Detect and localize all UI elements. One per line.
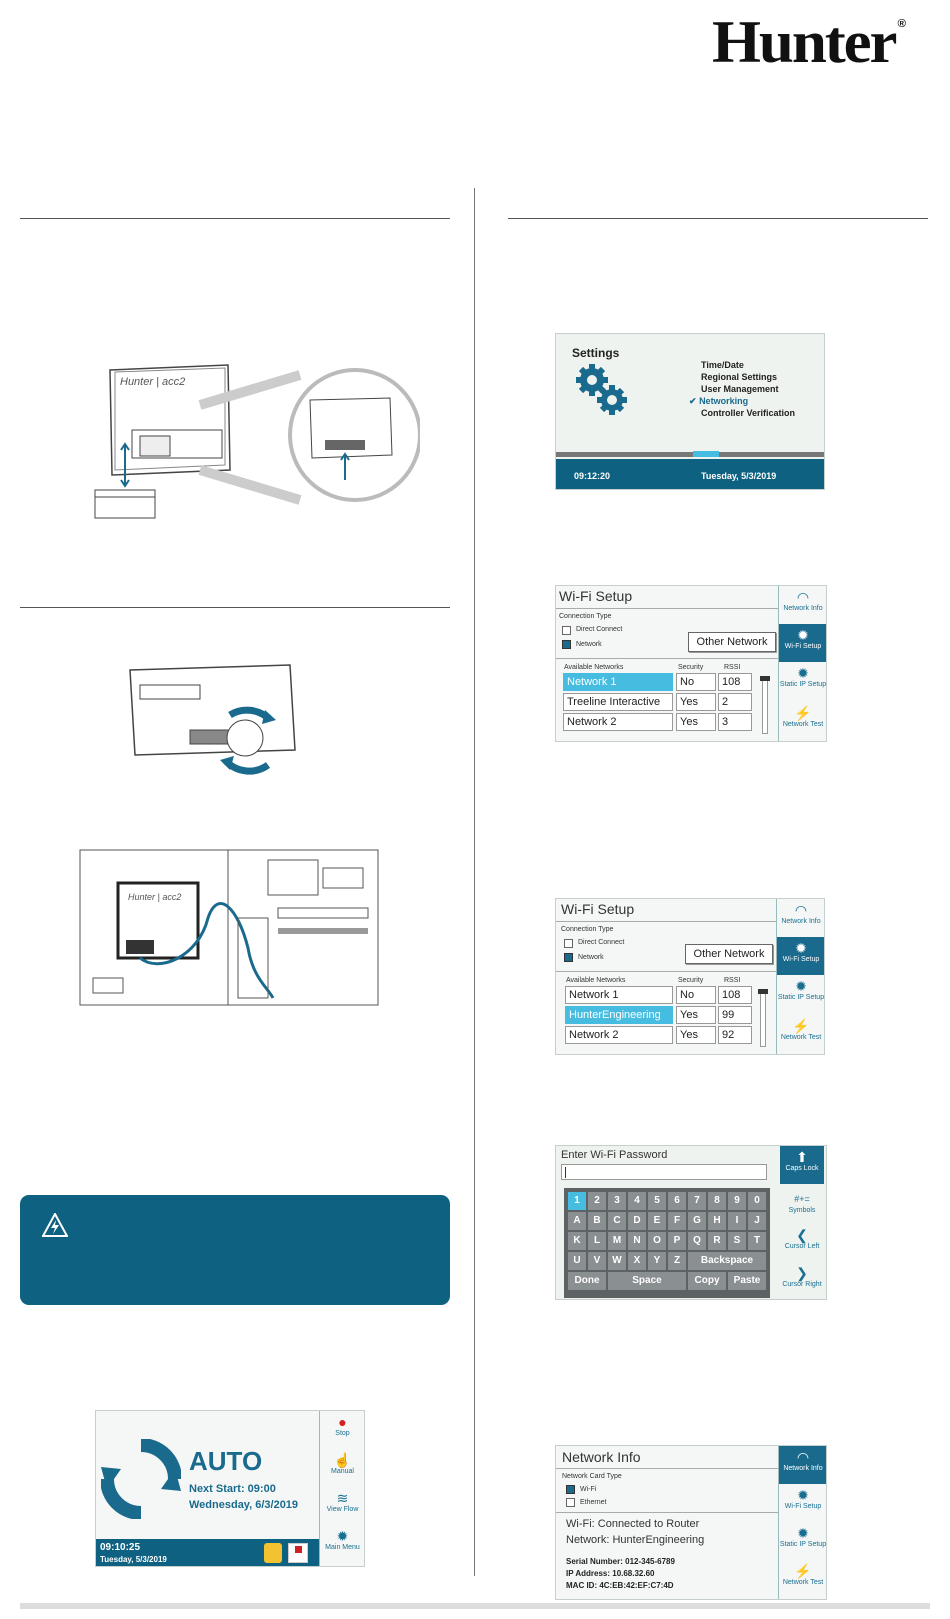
key[interactable]: 3 bbox=[608, 1192, 626, 1210]
network-row-security: Yes bbox=[676, 713, 716, 731]
done-key[interactable]: Done bbox=[568, 1272, 606, 1290]
wifi-icon: ◠ bbox=[796, 589, 810, 605]
scrollbar-thumb[interactable] bbox=[758, 989, 768, 994]
col-header-networks: Available Networks bbox=[566, 977, 626, 984]
nav-static-ip[interactable]: ✹ Static IP Setup bbox=[779, 1525, 827, 1548]
network-name: Network: HunterEngineering bbox=[566, 1534, 705, 1546]
chevron-left-icon: ❮ bbox=[796, 1227, 808, 1243]
wifi-checkbox[interactable] bbox=[566, 1485, 575, 1494]
nav-cursor-left[interactable]: ❮ Cursor Left bbox=[778, 1224, 826, 1262]
hand-icon: ☝ bbox=[333, 1452, 352, 1468]
chevron-right-icon: ❯ bbox=[796, 1265, 808, 1281]
wifi-label: Wi-Fi bbox=[580, 1486, 597, 1493]
key[interactable]: 6 bbox=[668, 1192, 686, 1210]
other-network-button[interactable]: Other Network bbox=[685, 944, 773, 964]
clock-date: Tuesday, 5/3/2019 bbox=[100, 1555, 167, 1564]
wifi-setup-screen-2 bbox=[555, 898, 825, 1055]
nav-network-info[interactable]: ◠ Network Info bbox=[779, 586, 827, 624]
screen-title: Network Info bbox=[562, 1449, 641, 1465]
network-row-name[interactable]: Network 2 bbox=[565, 1026, 673, 1044]
key[interactable]: P bbox=[668, 1232, 686, 1250]
key[interactable]: O bbox=[648, 1232, 666, 1250]
pulse-icon: ⚡ bbox=[794, 705, 812, 721]
lightning-warning-icon bbox=[42, 1213, 68, 1237]
symbols-icon: #+= bbox=[794, 1194, 810, 1204]
password-input[interactable] bbox=[561, 1164, 767, 1180]
network-nav bbox=[776, 899, 824, 1054]
nav-wifi-setup[interactable]: ✹ Wi-Fi Setup bbox=[777, 937, 825, 975]
direct-connect-label: Direct Connect bbox=[576, 626, 623, 633]
clock-date: Tuesday, 5/3/2019 bbox=[701, 471, 777, 481]
nav-network-info[interactable]: ◠ Network Info bbox=[779, 1446, 827, 1484]
check-icon: ✔ bbox=[689, 396, 697, 406]
next-date: Wednesday, 6/3/2019 bbox=[189, 1499, 299, 1511]
nav-symbols[interactable]: #+= Symbols bbox=[778, 1188, 826, 1224]
status-bar bbox=[96, 1539, 321, 1567]
key[interactable]: H bbox=[708, 1212, 726, 1230]
scrollbar[interactable] bbox=[760, 989, 766, 1047]
menu-item-regional[interactable]: Regional Settings bbox=[701, 372, 778, 382]
menu-item-controller-verification[interactable]: Controller Verification bbox=[701, 408, 796, 418]
main-nav bbox=[319, 1411, 364, 1566]
network-row-security: Yes bbox=[676, 693, 716, 711]
clock-time: 09:12:20 bbox=[574, 471, 611, 481]
key[interactable]: T bbox=[748, 1232, 766, 1250]
wifi-setup-screen-1 bbox=[555, 585, 827, 742]
gear-icon: ✹ bbox=[797, 1487, 809, 1503]
key[interactable]: 5 bbox=[648, 1192, 666, 1210]
nav-network-test[interactable]: ⚡ Network Test bbox=[777, 1015, 825, 1055]
keyboard-nav bbox=[778, 1146, 826, 1299]
svg-text:Hunter | acc2: Hunter | acc2 bbox=[128, 892, 182, 902]
key[interactable]: 1 bbox=[568, 1192, 586, 1210]
network-row-rssi: 108 bbox=[718, 673, 752, 691]
network-row-name[interactable]: HunterEngineering bbox=[565, 1006, 673, 1024]
section-divider bbox=[20, 607, 450, 608]
network-row-security: Yes bbox=[676, 1006, 716, 1024]
status-bar bbox=[556, 459, 825, 490]
gear-icon: ✹ bbox=[795, 940, 807, 956]
connection-type-label: Connection Type bbox=[559, 613, 612, 620]
key[interactable]: S bbox=[728, 1232, 746, 1250]
network-nav bbox=[778, 586, 826, 741]
key[interactable]: Z bbox=[668, 1252, 686, 1270]
card-type-label: Network Card Type bbox=[562, 1473, 622, 1480]
auto-screen bbox=[95, 1410, 365, 1567]
nav-wifi-setup[interactable]: ✹ Wi-Fi Setup bbox=[779, 624, 827, 662]
col-header-security: Security bbox=[678, 977, 704, 984]
key[interactable]: 7 bbox=[688, 1192, 706, 1210]
connection-status: Wi-Fi: Connected to Router bbox=[566, 1518, 700, 1530]
nav-stop[interactable]: ● Stop bbox=[320, 1411, 365, 1449]
direct-connect-checkbox[interactable] bbox=[564, 939, 573, 948]
space-key[interactable]: Space bbox=[608, 1272, 686, 1290]
settings-title: Settings bbox=[572, 346, 620, 360]
key[interactable]: 9 bbox=[728, 1192, 746, 1210]
col-header-security: Security bbox=[678, 664, 704, 671]
network-row-security: No bbox=[676, 986, 716, 1004]
key[interactable]: Q bbox=[688, 1232, 706, 1250]
key[interactable]: 8 bbox=[708, 1192, 726, 1210]
nav-network-test[interactable]: ⚡ Network Test bbox=[779, 1560, 827, 1600]
section-divider bbox=[508, 218, 928, 219]
ethernet-checkbox[interactable] bbox=[566, 1498, 575, 1507]
gear-icon: ✹ bbox=[797, 627, 809, 643]
other-network-button[interactable]: Other Network bbox=[688, 632, 776, 652]
key[interactable]: B bbox=[588, 1212, 606, 1230]
menu-item-networking[interactable]: ✔ Networking bbox=[689, 396, 749, 406]
gears-icon bbox=[574, 362, 629, 417]
network-checkbox[interactable] bbox=[562, 640, 571, 649]
screw-illustration bbox=[110, 660, 310, 790]
nav-manual[interactable]: ☝ Manual bbox=[320, 1449, 365, 1487]
screen-title: Wi-Fi Setup bbox=[561, 901, 635, 917]
network-label: Network bbox=[578, 954, 604, 961]
password-title: Enter Wi-Fi Password bbox=[561, 1149, 668, 1161]
scrollbar[interactable] bbox=[762, 676, 768, 734]
nav-caps-lock[interactable]: ⬆ Caps Lock bbox=[780, 1146, 824, 1184]
key[interactable]: F bbox=[668, 1212, 686, 1230]
auto-cycle-icon bbox=[101, 1439, 181, 1519]
key[interactable]: J bbox=[748, 1212, 766, 1230]
key[interactable]: G bbox=[688, 1212, 706, 1230]
col-header-networks: Available Networks bbox=[564, 664, 624, 671]
network-row-rssi: 92 bbox=[718, 1026, 752, 1044]
network-row-name[interactable]: Network 2 bbox=[563, 713, 673, 731]
ethernet-label: Ethernet bbox=[580, 1499, 607, 1506]
key[interactable]: Y bbox=[648, 1252, 666, 1270]
sensor-icon bbox=[288, 1543, 308, 1563]
wifi-icon: ◠ bbox=[796, 1449, 810, 1465]
network-checkbox[interactable] bbox=[564, 953, 573, 962]
section-divider bbox=[20, 218, 450, 219]
key[interactable]: I bbox=[728, 1212, 746, 1230]
network-nav bbox=[778, 1446, 826, 1599]
page-indicator bbox=[693, 451, 719, 457]
key[interactable]: M bbox=[608, 1232, 626, 1250]
controller-wiring-illustration bbox=[78, 848, 383, 1013]
key[interactable]: K bbox=[568, 1232, 586, 1250]
key[interactable]: E bbox=[648, 1212, 666, 1230]
nav-static-ip[interactable]: ✹ Static IP Setup bbox=[779, 665, 827, 688]
network-row-rssi: 99 bbox=[718, 1006, 752, 1024]
key[interactable]: W bbox=[608, 1252, 626, 1270]
key[interactable]: V bbox=[588, 1252, 606, 1270]
ip-address: IP Address: 10.68.32.60 bbox=[566, 1569, 655, 1578]
menu-item-user-management[interactable]: User Management bbox=[701, 384, 779, 394]
key[interactable]: C bbox=[608, 1212, 626, 1230]
keyboard bbox=[564, 1188, 770, 1298]
serial-number: Serial Number: 012-345-6789 bbox=[566, 1557, 675, 1566]
key[interactable]: 2 bbox=[588, 1192, 606, 1210]
mode-label: AUTO bbox=[189, 1446, 263, 1476]
nav-network-test[interactable]: ⚡ Network Test bbox=[779, 702, 827, 742]
network-info-screen bbox=[555, 1445, 827, 1600]
gear-icon: ✹ bbox=[797, 665, 809, 681]
column-divider bbox=[474, 188, 475, 1576]
key[interactable]: D bbox=[628, 1212, 646, 1230]
direct-connect-label: Direct Connect bbox=[578, 939, 625, 946]
network-row-rssi: 2 bbox=[718, 693, 752, 711]
network-row-rssi: 3 bbox=[718, 713, 752, 731]
mac-id: MAC ID: 4C:EB:42:EF:C7:4D bbox=[566, 1581, 674, 1590]
pulse-icon: ⚡ bbox=[792, 1018, 810, 1034]
network-row-security: Yes bbox=[676, 1026, 716, 1044]
network-row-name[interactable]: Treeline Interactive bbox=[563, 693, 673, 711]
copy-key[interactable]: Copy bbox=[688, 1272, 726, 1290]
nav-cursor-right[interactable]: ❯ Cursor Right bbox=[778, 1262, 826, 1300]
flow-icon: ≋ bbox=[336, 1490, 349, 1506]
key[interactable]: A bbox=[568, 1212, 586, 1230]
menu-item-time-date[interactable]: Time/Date bbox=[701, 360, 744, 370]
gear-icon: ✹ bbox=[336, 1528, 349, 1544]
password-screen bbox=[555, 1145, 827, 1300]
key[interactable]: U bbox=[568, 1252, 586, 1270]
arrow-up-icon: ⬆ bbox=[796, 1149, 808, 1165]
key[interactable]: R bbox=[708, 1232, 726, 1250]
network-row-name[interactable]: Network 1 bbox=[563, 673, 673, 691]
nav-wifi-setup[interactable]: ✹ Wi-Fi Setup bbox=[779, 1484, 827, 1522]
hunter-logo: Hunter ® bbox=[712, 9, 904, 75]
clock-time: 09:10:25 bbox=[100, 1542, 141, 1553]
footer-bar bbox=[20, 1603, 930, 1609]
svg-text:Hunter | acc2: Hunter | acc2 bbox=[120, 376, 186, 388]
key[interactable]: N bbox=[628, 1232, 646, 1250]
network-row-name[interactable]: Network 1 bbox=[565, 986, 673, 1004]
paste-key[interactable]: Paste bbox=[728, 1272, 766, 1290]
col-header-rssi: RSSI bbox=[724, 977, 741, 984]
network-row-rssi: 108 bbox=[718, 986, 752, 1004]
module-install-illustration bbox=[80, 360, 420, 530]
pulse-icon: ⚡ bbox=[794, 1563, 812, 1579]
gear-icon: ✹ bbox=[795, 978, 807, 994]
key[interactable]: L bbox=[588, 1232, 606, 1250]
screen-title: Wi-Fi Setup bbox=[559, 588, 633, 604]
key[interactable]: 4 bbox=[628, 1192, 646, 1210]
wifi-icon: ◠ bbox=[794, 902, 808, 918]
connection-type-label: Connection Type bbox=[561, 926, 614, 933]
network-row-security: No bbox=[676, 673, 716, 691]
key[interactable]: X bbox=[628, 1252, 646, 1270]
key[interactable]: 0 bbox=[748, 1192, 766, 1210]
nav-view-flow[interactable]: ≋ View Flow bbox=[320, 1487, 365, 1525]
gear-icon: ✹ bbox=[797, 1525, 809, 1541]
direct-connect-checkbox[interactable] bbox=[562, 626, 571, 635]
weather-icon bbox=[264, 1543, 282, 1563]
backspace-key[interactable]: Backspace bbox=[688, 1252, 766, 1270]
nav-main-menu[interactable]: ✹ Main Menu bbox=[320, 1525, 365, 1567]
nav-static-ip[interactable]: ✹ Static IP Setup bbox=[777, 978, 825, 1001]
scrollbar-thumb[interactable] bbox=[760, 676, 770, 681]
network-label: Network bbox=[576, 641, 602, 648]
next-start: Next Start: 09:00 bbox=[189, 1483, 276, 1495]
stop-icon: ● bbox=[338, 1414, 347, 1430]
nav-network-info[interactable]: ◠ Network Info bbox=[777, 899, 825, 937]
warning-box bbox=[20, 1195, 450, 1305]
col-header-rssi: RSSI bbox=[724, 664, 741, 671]
settings-screen bbox=[555, 333, 825, 490]
